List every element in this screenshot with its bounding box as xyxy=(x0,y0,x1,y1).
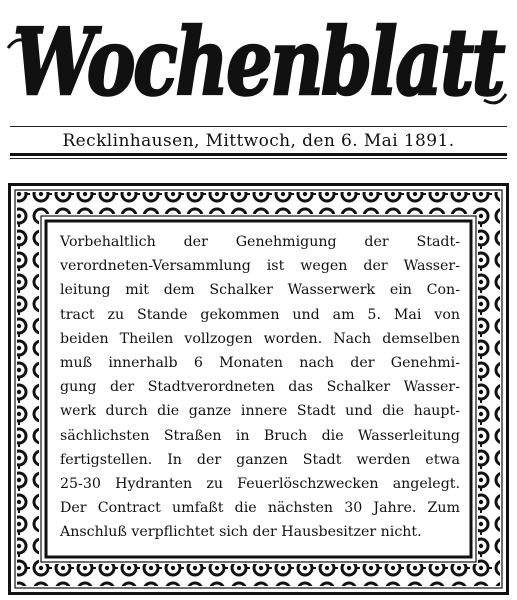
notice-line: leitung mit dem Schalker Wasserwerk ein Con- xyxy=(60,282,460,299)
notice-line: 25-30 Hydranten zu Feuerlöschzwecken angelegt. xyxy=(60,476,460,493)
notice-line: sächlichsten Straßen in Bruch die Wasserleitung xyxy=(60,427,460,444)
masthead-blackletter-title xyxy=(6,4,511,122)
notice-line: werk durch die ganze innere Stadt und die haupt- xyxy=(60,403,460,420)
notice-line: tract zu Stande gekommen und am 5. Mai von xyxy=(60,306,460,323)
rule-bottom-thin xyxy=(10,158,507,159)
notice-line: Anschluß verpflichtet sich der Hausbesitzer nicht. xyxy=(60,524,422,541)
border-chain-top xyxy=(17,192,500,214)
masthead-title: Wochenblatt xyxy=(13,8,505,116)
notice-line: Der Contract umfaßt die nächsten 30 Jahre. Zum xyxy=(60,500,460,517)
border-chain-right xyxy=(478,214,500,564)
border-chain-left xyxy=(17,214,39,564)
notice-line: gung der Stadtverordneten das Schalker Wasser- xyxy=(60,379,460,396)
notice-line: muß innerhalb 6 Monaten nach der Genehmi- xyxy=(60,355,460,372)
notice-line: Vorbehaltlich der Genehmigung der Stadt- xyxy=(60,234,460,250)
rule-top-thin xyxy=(10,126,507,127)
dateline: Recklinhausen, Mittwoch, den 6. Mai 1891. xyxy=(62,131,455,151)
notice-line: fertigstellen. In der ganzen Stadt werden etwa xyxy=(60,451,460,468)
border-chain-bottom xyxy=(17,564,500,586)
notice-line: verordneten-Versammlung ist wegen der Wasser- xyxy=(60,258,460,275)
masthead xyxy=(6,4,511,122)
notice-text-block xyxy=(60,230,460,545)
rule-bottom-thick xyxy=(10,153,507,156)
notice-line: beiden Theilen vollzogen worden. Nach demselben xyxy=(60,330,460,347)
